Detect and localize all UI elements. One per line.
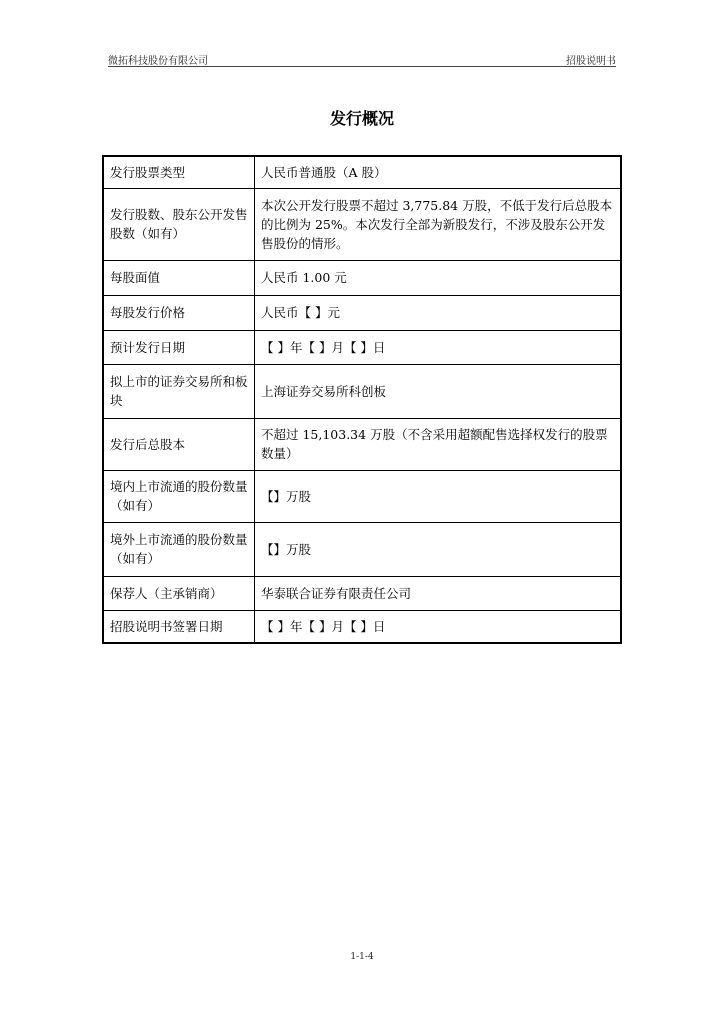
table-row — [103, 576, 621, 610]
page-header — [108, 52, 616, 67]
row-label: 每股面值 — [103, 260, 255, 295]
row-label: 境外上市流通的股份数量（如有） — [103, 522, 255, 576]
table-row — [103, 188, 621, 260]
row-label: 发行股票类型 — [103, 156, 255, 188]
table-row — [103, 295, 621, 330]
table-row — [103, 260, 621, 295]
table-row — [103, 470, 621, 522]
row-value: 人民币【 】元 — [255, 295, 622, 330]
row-value: 【 】年【 】月【 】日 — [255, 330, 622, 364]
row-label: 境内上市流通的股份数量（如有） — [103, 470, 255, 522]
row-label: 拟上市的证券交易所和板块 — [103, 364, 255, 418]
row-value: 人民币普通股（A 股） — [255, 156, 622, 188]
row-value: 【】万股 — [255, 470, 622, 522]
issuance-overview-table — [102, 155, 622, 644]
page-number: 1-1-4 — [350, 952, 374, 962]
row-label: 招股说明书签署日期 — [103, 610, 255, 643]
row-value: 不超过 15,103.34 万股（不含采用超额配售选择权发行的股票数量） — [255, 418, 622, 470]
table-row — [103, 364, 621, 418]
row-label: 每股发行价格 — [103, 295, 255, 330]
row-value: 人民币 1.00 元 — [255, 260, 622, 295]
row-value: 【】万股 — [255, 522, 622, 576]
row-value: 上海证券交易所科创板 — [255, 364, 622, 418]
row-label: 预计发行日期 — [103, 330, 255, 364]
table-row — [103, 522, 621, 576]
table-row — [103, 610, 621, 643]
document-type: 招股说明书 — [566, 56, 616, 67]
table-row — [103, 418, 621, 470]
table-row — [103, 330, 621, 364]
row-label: 保荐人（主承销商） — [103, 576, 255, 610]
row-label: 发行股数、股东公开发售股数（如有） — [103, 188, 255, 260]
row-value: 华泰联合证券有限责任公司 — [255, 576, 622, 610]
company-name: 微拓科技股份有限公司 — [108, 56, 208, 67]
row-value: 【 】年【 】月【 】日 — [255, 610, 622, 643]
page-title: 发行概况 — [329, 109, 394, 128]
table-row — [103, 156, 621, 188]
row-value: 本次公开发行股票不超过 3,775.84 万股，不低于发行后总股本的比例为 25%。本次发行全部为新股发行，不涉及股东公开发售股份的情形。 — [255, 188, 622, 260]
row-label: 发行后总股本 — [103, 418, 255, 470]
